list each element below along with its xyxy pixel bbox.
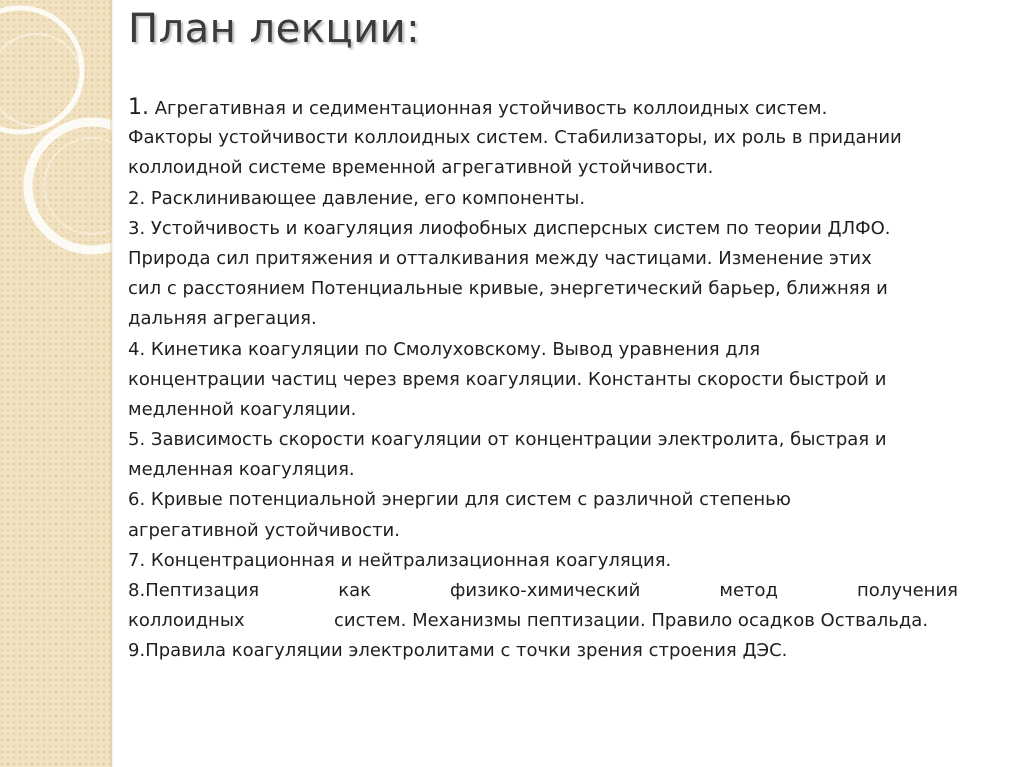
item-text: Устойчивость и коагуляция лиофобных дисперсных систем по теории ДЛФО. — [150, 217, 891, 239]
lecture-plan-list — [128, 93, 1016, 667]
item-text: систем. Механизмы пептизации. Правило осадков Оствальда. — [334, 610, 929, 632]
item-number: 2. — [128, 187, 146, 209]
item-number: 6. — [128, 489, 146, 511]
deco-circle-top-inner — [0, 34, 82, 126]
deco-circle-middle — [28, 122, 112, 250]
list-item-3-line-2: Природа сил притяжения и отталкивания между частицами. Изменение этих — [128, 247, 872, 269]
list-item-3-line-3: сил с расстоянием Потенциальные кривые, энергетический барьер, ближняя и — [128, 278, 888, 300]
slide-title: План лекции: — [128, 6, 421, 52]
deco-circle-middle-inner — [44, 138, 112, 234]
list-item-7 — [128, 546, 1016, 576]
item-word — [128, 576, 259, 606]
list-item-5-line-2: медленная коагуляция. — [128, 459, 355, 481]
item-text: Расклинивающее давление, его компоненты. — [150, 187, 586, 209]
list-item-4-line-1 — [128, 335, 1016, 365]
item-word: как — [338, 580, 371, 601]
list-item-2 — [128, 184, 1016, 214]
item-text: Зависимость скорости коагуляции от концентрации электролита, быстрая и — [150, 429, 887, 451]
item-word: физико-химический — [450, 580, 641, 601]
item-text: Правила коагуляции электролитами с точки зрения строения ДЭС. — [145, 640, 788, 662]
list-item-6-line-1 — [128, 485, 1016, 515]
item-text: Кривые потенциальной энергии для систем с различной степенью — [150, 489, 791, 511]
item-text: Пептизация — [145, 580, 260, 601]
list-item-1-line-3: коллоидной системе временной агрегативной устойчивости. — [128, 157, 714, 179]
item-number: 5. — [128, 429, 146, 451]
list-item-3-line-4: дальняя агрегация. — [128, 308, 317, 330]
list-item-5-line-1 — [128, 425, 1016, 455]
item-word: получения — [857, 580, 958, 601]
list-item-6-line-2: агрегативной устойчивости. — [128, 519, 400, 541]
band-edge-shadow — [110, 0, 114, 767]
list-item-3-line-1 — [128, 214, 1016, 244]
decorative-side-band — [0, 0, 112, 767]
item-number: 8. — [128, 580, 146, 601]
deco-circle-top — [0, 8, 82, 132]
item-text: Концентрационная и нейтрализационная коагуляция. — [150, 549, 672, 571]
list-item-4-line-2: концентрации частиц через время коагуляции. Константы скорости быстрой и — [128, 368, 887, 390]
list-item-8-line-1 — [128, 576, 958, 606]
item-number: 9. — [128, 640, 146, 662]
list-item-9 — [128, 636, 1016, 666]
item-word: метод — [719, 580, 778, 601]
item-number: 1. — [128, 95, 149, 120]
list-item-8-line-2 — [128, 606, 1016, 636]
item-text: Агрегативная и седиментационная устойчивость коллоидных систем. — [154, 98, 828, 119]
decorative-circles — [0, 0, 112, 767]
item-text: Кинетика коагуляции по Смолуховскому. Вывод уравнения для — [150, 338, 761, 360]
list-item-4-line-3: медленной коагуляции. — [128, 398, 357, 420]
item-number: 4. — [128, 338, 146, 360]
list-item-1-line-2: Факторы устойчивости коллоидных систем. Стабилизаторы, их роль в придании — [128, 127, 902, 149]
item-number: 7. — [128, 549, 146, 571]
list-item-1-line-1 — [128, 93, 1016, 123]
item-number: 3. — [128, 217, 146, 239]
item-word: коллоидных — [128, 610, 245, 632]
